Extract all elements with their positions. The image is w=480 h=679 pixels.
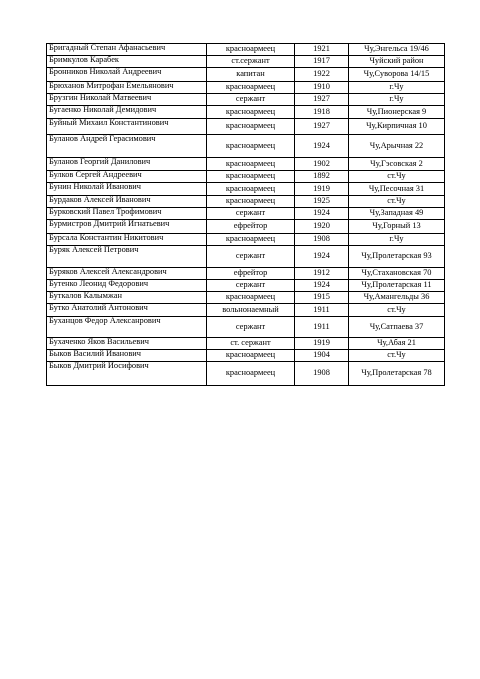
- address-cell: ст.Чу: [349, 304, 445, 317]
- birth-year-cell: 1902: [295, 158, 349, 171]
- birth-year-cell: 1927: [295, 94, 349, 106]
- address-cell: Чу,Амангельды 36: [349, 292, 445, 304]
- address-cell: ст.Чу: [349, 196, 445, 208]
- birth-year-cell: 1908: [295, 362, 349, 386]
- rank-cell: красноармеец: [207, 350, 295, 362]
- name-cell: Буткалов Калымжан: [47, 292, 207, 304]
- birth-year-cell: 1915: [295, 292, 349, 304]
- rank-cell: капитан: [207, 68, 295, 82]
- birth-year-cell: 1910: [295, 82, 349, 94]
- rank-cell: красноармеец: [207, 158, 295, 171]
- address-cell: Чу,Кирпичная 10: [349, 119, 445, 135]
- rank-cell: сержант: [207, 208, 295, 220]
- name-cell: Брузгин Николай Матвеевич: [47, 94, 207, 106]
- address-cell: Чу,Горный 13: [349, 220, 445, 234]
- name-cell: Буряков Алексей Александрович: [47, 268, 207, 280]
- birth-year-cell: 1925: [295, 196, 349, 208]
- name-cell: Бутко Анатолий Антонович: [47, 304, 207, 317]
- rank-cell: красноармеец: [207, 82, 295, 94]
- birth-year-cell: 1919: [295, 183, 349, 196]
- address-cell: г.Чу: [349, 234, 445, 246]
- address-cell: Чу,Сатпаева 37: [349, 317, 445, 338]
- rank-cell: красноармеец: [207, 135, 295, 158]
- address-cell: Чуйский район: [349, 56, 445, 68]
- name-cell: Буряк Алексей Петрович: [47, 246, 207, 268]
- table-row: [47, 304, 445, 317]
- rank-cell: красноармеец: [207, 106, 295, 119]
- rank-cell: ст. сержант: [207, 338, 295, 350]
- rank-cell: красноармеец: [207, 171, 295, 183]
- table-row: [47, 135, 445, 158]
- rank-cell: красноармеец: [207, 196, 295, 208]
- birth-year-cell: 1924: [295, 208, 349, 220]
- rank-cell: ефрейтор: [207, 268, 295, 280]
- name-cell: Буланов Андрей Герасимович: [47, 135, 207, 158]
- rank-cell: сержант: [207, 280, 295, 292]
- name-cell: Бутенко Леонид Федорович: [47, 280, 207, 292]
- birth-year-cell: 1911: [295, 317, 349, 338]
- birth-year-cell: 1927: [295, 119, 349, 135]
- table-row: [47, 158, 445, 171]
- birth-year-cell: 1912: [295, 268, 349, 280]
- table-row: [47, 362, 445, 386]
- address-cell: Чу,Пролетарская 11: [349, 280, 445, 292]
- birth-year-cell: 1924: [295, 246, 349, 268]
- birth-year-cell: 1920: [295, 220, 349, 234]
- name-cell: Быков Василий Иванович: [47, 350, 207, 362]
- table-row: [47, 94, 445, 106]
- table-row: [47, 183, 445, 196]
- birth-year-cell: 1918: [295, 106, 349, 119]
- birth-year-cell: 1917: [295, 56, 349, 68]
- address-cell: ст.Чу: [349, 350, 445, 362]
- rank-cell: красноармеец: [207, 119, 295, 135]
- name-cell: Бунин Николай Иванович: [47, 183, 207, 196]
- address-cell: Чу,Западная 49: [349, 208, 445, 220]
- table-row: [47, 82, 445, 94]
- veterans-table: [46, 43, 445, 386]
- name-cell: Бурковский Павел Трофимович: [47, 208, 207, 220]
- name-cell: Буланов Георгий Данилович: [47, 158, 207, 171]
- rank-cell: красноармеец: [207, 234, 295, 246]
- address-cell: Чу,Гэсовская 2: [349, 158, 445, 171]
- rank-cell: красноармеец: [207, 292, 295, 304]
- rank-cell: красноармеец: [207, 44, 295, 56]
- table-row: [47, 56, 445, 68]
- name-cell: Бурмистров Дмитрий Игнатьевич: [47, 220, 207, 234]
- address-cell: Чу,Абая 21: [349, 338, 445, 350]
- name-cell: Булков Сергей Андреевич: [47, 171, 207, 183]
- table-row: [47, 234, 445, 246]
- birth-year-cell: 1908: [295, 234, 349, 246]
- table-row: [47, 220, 445, 234]
- table-row: [47, 338, 445, 350]
- rank-cell: сержант: [207, 246, 295, 268]
- rank-cell: ефрейтор: [207, 220, 295, 234]
- table-row: [47, 317, 445, 338]
- address-cell: Чу,Энгельса 19/46: [349, 44, 445, 56]
- birth-year-cell: 1922: [295, 68, 349, 82]
- table-row: [47, 171, 445, 183]
- rank-cell: вольнонаемный: [207, 304, 295, 317]
- address-cell: г.Чу: [349, 82, 445, 94]
- name-cell: Бримкулов Карабек: [47, 56, 207, 68]
- table-row: [47, 280, 445, 292]
- table-row: [47, 208, 445, 220]
- name-cell: Бурсала Константин Никитович: [47, 234, 207, 246]
- birth-year-cell: 1892: [295, 171, 349, 183]
- address-cell: Чу,Суворова 14/15: [349, 68, 445, 82]
- birth-year-cell: 1921: [295, 44, 349, 56]
- table-row: [47, 106, 445, 119]
- rank-cell: сержант: [207, 317, 295, 338]
- address-cell: ст.Чу: [349, 171, 445, 183]
- address-cell: Чу,Стахановская 70: [349, 268, 445, 280]
- address-cell: Чу,Песочная 31: [349, 183, 445, 196]
- table-row: [47, 44, 445, 56]
- rank-cell: сержант: [207, 94, 295, 106]
- name-cell: Бронников Николай Андреевич: [47, 68, 207, 82]
- birth-year-cell: 1911: [295, 304, 349, 317]
- name-cell: Бухаченко Яков Васильевич: [47, 338, 207, 350]
- address-cell: Чу,Пролетарская 78: [349, 362, 445, 386]
- birth-year-cell: 1919: [295, 338, 349, 350]
- table-row: [47, 350, 445, 362]
- address-cell: г.Чу: [349, 94, 445, 106]
- name-cell: Буханцов Федор Алексанрович: [47, 317, 207, 338]
- name-cell: Бригадный Степан Афанасьевич: [47, 44, 207, 56]
- rank-cell: ст.сержант: [207, 56, 295, 68]
- name-cell: Бугаенко Николай Демидович: [47, 106, 207, 119]
- table-row: [47, 68, 445, 82]
- name-cell: Бурдаков Алексей Иванович: [47, 196, 207, 208]
- veterans-table-body: [47, 44, 445, 386]
- table-row: [47, 119, 445, 135]
- birth-year-cell: 1904: [295, 350, 349, 362]
- table-row: [47, 196, 445, 208]
- table-row: [47, 268, 445, 280]
- address-cell: Чу,Арычная 22: [349, 135, 445, 158]
- rank-cell: красноармеец: [207, 183, 295, 196]
- name-cell: Брюханов Митрофан Емельянович: [47, 82, 207, 94]
- rank-cell: красноармеец: [207, 362, 295, 386]
- table-row: [47, 246, 445, 268]
- table-row: [47, 292, 445, 304]
- name-cell: Быков Дмитрий Иосифович: [47, 362, 207, 386]
- birth-year-cell: 1924: [295, 280, 349, 292]
- name-cell: Буйный Михаил Константинович: [47, 119, 207, 135]
- birth-year-cell: 1924: [295, 135, 349, 158]
- address-cell: Чу,Пролетарская 93: [349, 246, 445, 268]
- address-cell: Чу,Пионерская 9: [349, 106, 445, 119]
